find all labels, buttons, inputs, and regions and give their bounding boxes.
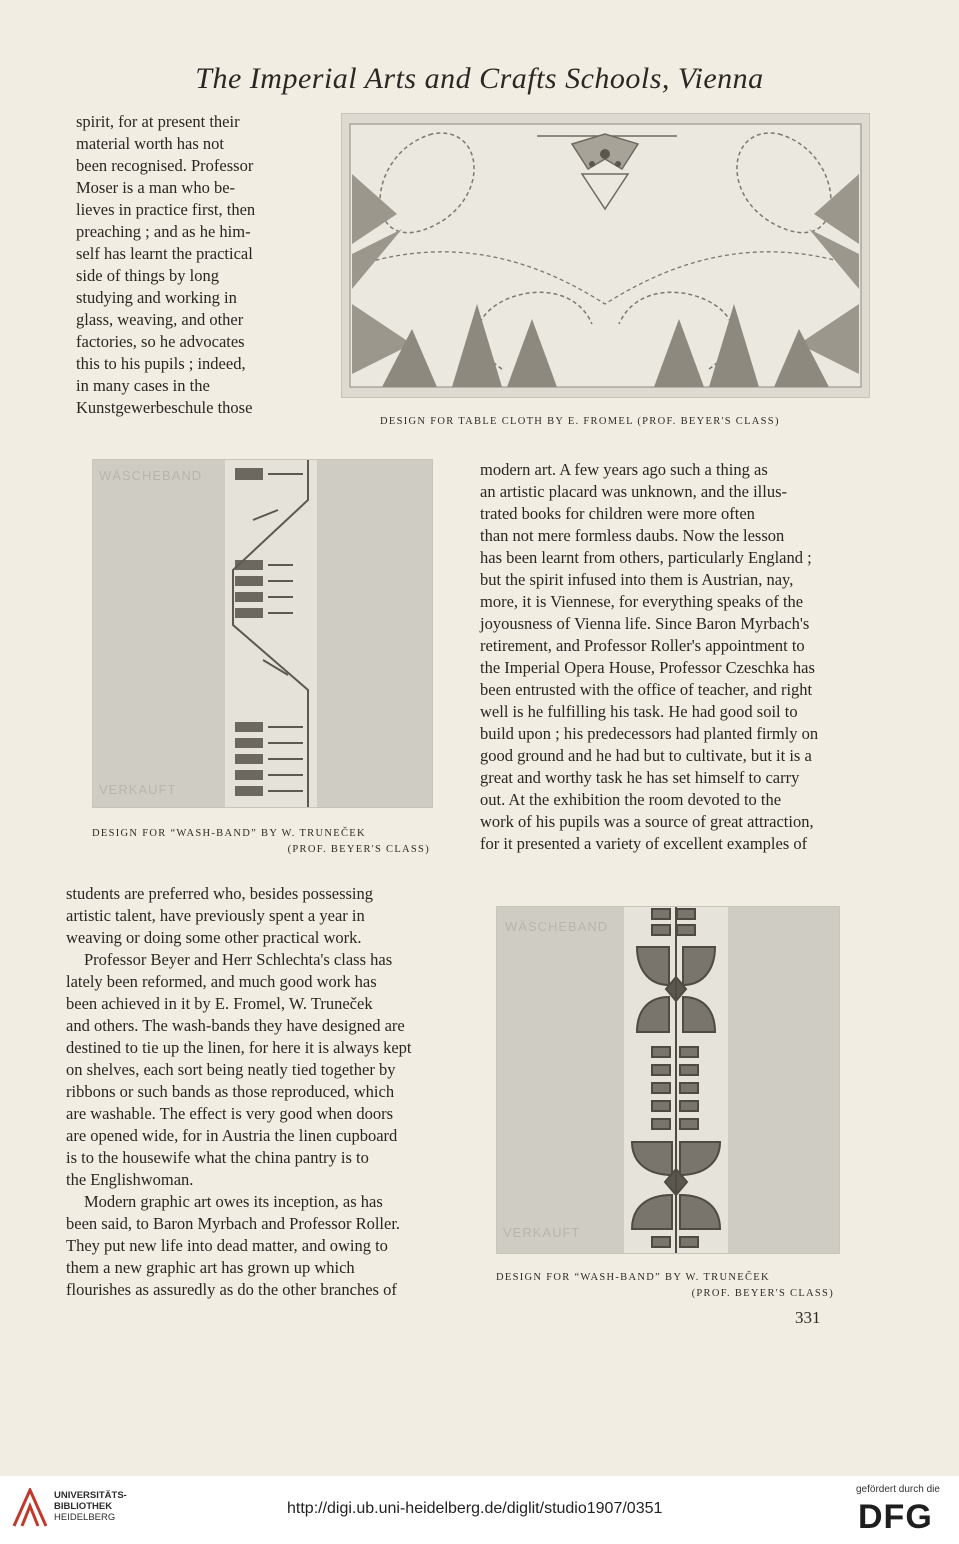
text-line: material worth has not bbox=[76, 134, 225, 153]
text-line: self has learnt the practical bbox=[76, 244, 253, 263]
text-line: factories, so he advocates bbox=[76, 332, 245, 351]
text-line: glass, weaving, and other bbox=[76, 310, 244, 329]
text-line: are washable. The effect is very good when doors bbox=[66, 1104, 393, 1123]
text-line: but the spirit infused into them is Austrian, nay, bbox=[480, 570, 794, 589]
text-line: preaching ; and as he him- bbox=[76, 222, 251, 241]
text-line: been said, to Baron Myrbach and Professor Roller. bbox=[66, 1214, 401, 1233]
source-url-link[interactable]: http://digi.ub.uni-heidelberg.de/diglit/studio1907/0351 bbox=[287, 1500, 663, 1517]
text-line: flourishes as assuredly as do the other branches of bbox=[66, 1280, 397, 1299]
text-line: are opened wide, for in Austria the linen cupboard bbox=[66, 1126, 398, 1145]
washband1-label-bottom: VERKAUFT bbox=[99, 782, 177, 797]
washband2-caption-line2: (PROF. BEYER'S CLASS) bbox=[691, 1288, 834, 1299]
text-line: been achieved in it by E. Fromel, W. Truneček bbox=[66, 994, 373, 1013]
text-line: modern art. A few years ago such a thing as bbox=[480, 460, 768, 479]
text-line: build upon ; his predecessors had planted firmly on bbox=[480, 724, 819, 743]
text-line: retirement, and Professor Roller's appointment to bbox=[480, 636, 805, 655]
text-line: great and worthy task he has set himself to carry bbox=[480, 768, 800, 787]
washband2-caption-line1: DESIGN FOR “WASH-BAND” BY W. TRUNEČEK bbox=[496, 1272, 770, 1283]
text-line: Modern graphic art owes its inception, as has bbox=[84, 1192, 383, 1211]
washband1-caption-line2: (PROF. BEYER'S CLASS) bbox=[287, 844, 430, 855]
column-top-left bbox=[76, 111, 281, 419]
column-mid-right bbox=[480, 459, 863, 855]
text-line: in many cases in the bbox=[76, 376, 210, 395]
text-line: Professor Beyer and Herr Schlechta's class has bbox=[84, 950, 393, 969]
washband2-figure bbox=[496, 906, 840, 1254]
text-line: this to his pupils ; indeed, bbox=[76, 354, 246, 373]
text-line: lieves in practice first, then bbox=[76, 200, 256, 219]
washband1-figure bbox=[92, 459, 433, 808]
text-line: lately been reformed, and much good work has bbox=[66, 972, 377, 991]
text-line: them a new graphic art has grown up which bbox=[66, 1258, 355, 1277]
funder-logo: DFG bbox=[858, 1498, 933, 1536]
text-line: spirit, for at present their bbox=[76, 112, 240, 131]
text-line: students are preferred who, besides possessing bbox=[66, 884, 374, 903]
text-line: side of things by long bbox=[76, 266, 219, 285]
text-line: for it presented a variety of excellent examples of bbox=[480, 834, 808, 853]
column-bottom-left bbox=[66, 883, 454, 1301]
library-line: BIBLIOTHEK bbox=[54, 1501, 113, 1512]
washband2-illustration bbox=[497, 907, 839, 1253]
text-line: been recognised. Professor bbox=[76, 156, 254, 175]
text-line: weaving or doing some other practical work. bbox=[66, 928, 362, 947]
tablecloth-figure bbox=[341, 113, 870, 398]
washband1-label-top: WÄSCHEBAND bbox=[99, 468, 203, 483]
text-line: work of his pupils was a source of great attraction, bbox=[480, 812, 814, 831]
text-line: an artistic placard was unknown, and the illus- bbox=[480, 482, 787, 501]
text-line: joyousness of Vienna life. Since Baron Myrbach's bbox=[480, 614, 810, 633]
text-line: Kunstgewerbeschule those bbox=[76, 398, 253, 417]
text-line: is to the housewife what the china pantry is to bbox=[66, 1148, 369, 1167]
washband2-label-top: WÄSCHEBAND bbox=[505, 919, 609, 934]
digitization-footer bbox=[0, 1476, 959, 1544]
text-line: They put new life into dead matter, and owing to bbox=[66, 1236, 388, 1255]
text-line: has been learnt from others, particularly England ; bbox=[480, 548, 812, 567]
text-line: destined to tie up the linen, for here it is always kept bbox=[66, 1038, 412, 1057]
library-logo-icon bbox=[12, 1488, 48, 1528]
text-line: the Englishwoman. bbox=[66, 1170, 194, 1189]
text-line: artistic talent, have previously spent a year in bbox=[66, 906, 365, 925]
text-line: studying and working in bbox=[76, 288, 237, 307]
text-line: the Imperial Opera House, Professor Czeschka has bbox=[480, 658, 815, 677]
washband2-label-bottom: VERKAUFT bbox=[503, 1225, 581, 1240]
page-number: 331 bbox=[795, 1308, 821, 1327]
washband1-caption-line1: DESIGN FOR “WASH-BAND” BY W. TRUNEČEK bbox=[92, 828, 366, 839]
text-line: good ground and he had but to cultivate, but it is a bbox=[480, 746, 812, 765]
text-line: on shelves, each sort being neatly tied together by bbox=[66, 1060, 396, 1079]
text-line: out. At the exhibition the room devoted to the bbox=[480, 790, 782, 809]
text-line: more, it is Viennese, for everything speaks of the bbox=[480, 592, 804, 611]
funding-note: gefördert durch die bbox=[856, 1484, 940, 1495]
library-name bbox=[54, 1490, 127, 1523]
tablecloth-illustration bbox=[342, 114, 869, 397]
washband1-illustration bbox=[93, 460, 432, 807]
library-line: HEIDELBERG bbox=[54, 1512, 116, 1523]
text-line: and others. The wash-bands they have designed are bbox=[66, 1016, 405, 1035]
text-line: than not mere formless daubs. Now the lesson bbox=[480, 526, 785, 545]
text-line: well is he fulfilling his task. He had good soil to bbox=[480, 702, 798, 721]
text-line: been entrusted with the office of teacher, and right bbox=[480, 680, 813, 699]
text-line: ribbons or such bands as those reproduced, which bbox=[66, 1082, 395, 1101]
text-line: trated books for children were more often bbox=[480, 504, 755, 523]
text-line: Moser is a man who be- bbox=[76, 178, 236, 197]
running-title: The Imperial Arts and Crafts Schools, Vienna bbox=[195, 62, 764, 95]
library-line: UNIVERSITÄTS- bbox=[54, 1490, 127, 1501]
tablecloth-caption: DESIGN FOR TABLE CLOTH BY E. FROMEL (PROF. BEYER'S CLASS) bbox=[380, 416, 780, 427]
